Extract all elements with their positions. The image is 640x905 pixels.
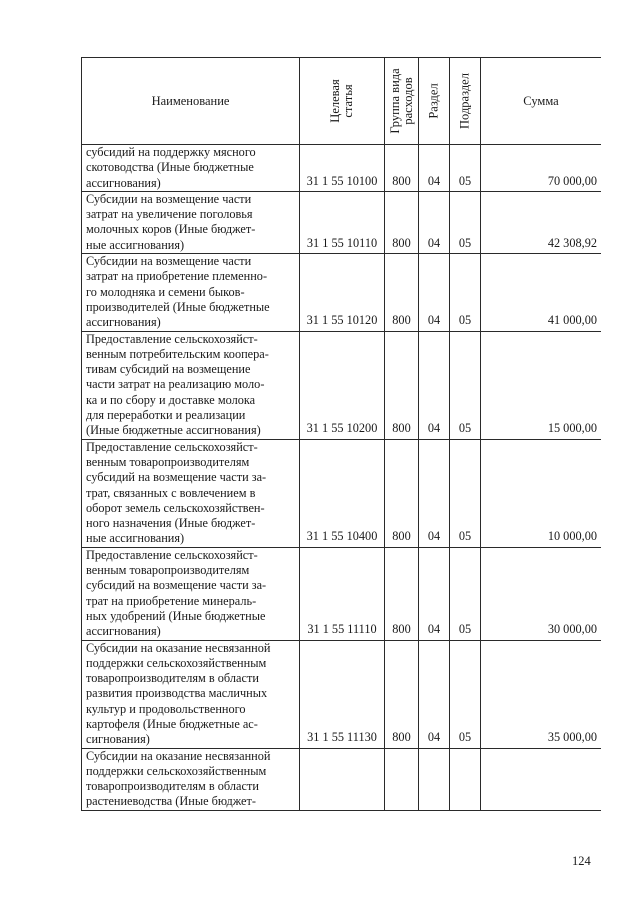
table-row xyxy=(82,191,602,253)
row-expense-group: 800 xyxy=(385,439,419,547)
row-sum xyxy=(481,748,602,810)
header-article-label: Целевая статья xyxy=(328,79,355,123)
row-subsection: 05 xyxy=(450,331,481,439)
row-sum: 30 000,00 xyxy=(481,547,602,640)
row-name: Предоставление сельскохозяйст- венным товаропроизводителям субсидий на возмещение части за- трат на приобретение минераль- ных удобрений (Иные бюджетные ассигнования) xyxy=(86,547,267,639)
row-article xyxy=(300,748,385,810)
row-subsection: 05 xyxy=(450,191,481,253)
table-row xyxy=(82,547,602,640)
table-header xyxy=(82,58,602,145)
header-article xyxy=(300,58,385,145)
header-expense-group-label: Группа вида расходов xyxy=(387,68,415,134)
row-name-cell xyxy=(82,748,300,810)
row-section: 04 xyxy=(419,640,450,748)
row-name-cell xyxy=(82,191,300,253)
row-name-cell xyxy=(82,145,300,192)
table-row xyxy=(82,439,602,547)
row-sum: 42 308,92 xyxy=(481,191,602,253)
row-article: 31 1 55 11130 xyxy=(300,640,385,748)
row-name-cell xyxy=(82,254,300,331)
table-row xyxy=(82,331,602,439)
row-section: 04 xyxy=(419,145,450,192)
table-row xyxy=(82,145,602,192)
row-subsection: 05 xyxy=(450,439,481,547)
row-article: 31 1 55 10400 xyxy=(300,439,385,547)
table-body xyxy=(82,145,602,811)
row-article: 31 1 55 10100 xyxy=(300,145,385,192)
row-name: Субсидии на возмещение части затрат на приобретение племенно- го молодняка и семени быков- производителей (Иные бюджетные ассигнования) xyxy=(86,254,270,330)
row-article: 31 1 55 10200 xyxy=(300,331,385,439)
row-section xyxy=(419,748,450,810)
row-subsection: 05 xyxy=(450,547,481,640)
row-name: субсидий на поддержку мясного скотоводства (Иные бюджетные ассигнования) xyxy=(86,145,256,190)
row-name-cell xyxy=(82,331,300,439)
budget-table-container xyxy=(81,57,601,845)
row-subsection: 05 xyxy=(450,254,481,331)
row-expense-group: 800 xyxy=(385,640,419,748)
row-name: Предоставление сельскохозяйст- венным товаропроизводителям субсидий на возмещение части за- трат, связанных с вовлечением в оборот земель сельскохозяйствен- ного назначения (Иные бюджет- ные ассигнования) xyxy=(86,439,267,546)
row-section: 04 xyxy=(419,331,450,439)
row-expense-group: 800 xyxy=(385,254,419,331)
row-name: Субсидии на оказание несвязанной поддержки сельскохозяйственным товаропроизводителям в области развития производства масличных культур и продовольственного картофеля (Иные бюджетные ас- сигнования) xyxy=(86,640,271,747)
row-section: 04 xyxy=(419,191,450,253)
header-name: Наименование xyxy=(82,58,300,145)
row-name-cell xyxy=(82,439,300,547)
header-expense-group xyxy=(385,58,419,145)
page-number: 124 xyxy=(572,854,591,868)
row-section: 04 xyxy=(419,439,450,547)
table-row xyxy=(82,748,602,810)
row-expense-group: 800 xyxy=(385,191,419,253)
table-row xyxy=(82,640,602,748)
row-section: 04 xyxy=(419,254,450,331)
header-section xyxy=(419,58,450,145)
header-section-label: Раздел xyxy=(426,83,441,119)
row-sum: 41 000,00 xyxy=(481,254,602,331)
row-expense-group: 800 xyxy=(385,547,419,640)
row-sum: 15 000,00 xyxy=(481,331,602,439)
header-subsection-label: Подраздел xyxy=(457,73,472,129)
row-name: Субсидии на возмещение части затрат на увеличение поголовья молочных коров (Иные бюджет- ные ассигнования) xyxy=(86,191,256,252)
row-expense-group: 800 xyxy=(385,145,419,192)
budget-table xyxy=(81,57,601,811)
row-article: 31 1 55 10110 xyxy=(300,191,385,253)
header-sum: Сумма xyxy=(481,58,602,145)
header-subsection xyxy=(450,58,481,145)
row-subsection: 05 xyxy=(450,145,481,192)
row-subsection: 05 xyxy=(450,640,481,748)
table-row xyxy=(82,254,602,331)
row-name-cell xyxy=(82,547,300,640)
row-section: 04 xyxy=(419,547,450,640)
row-article: 31 1 55 11110 xyxy=(300,547,385,640)
row-subsection xyxy=(450,748,481,810)
row-name: Субсидии на оказание несвязанной поддержки сельскохозяйственным товаропроизводителям в области растениеводства (Иные бюджет- xyxy=(86,748,271,809)
header-row xyxy=(82,58,602,145)
row-expense-group: 800 xyxy=(385,331,419,439)
row-name-cell xyxy=(82,640,300,748)
row-sum: 10 000,00 xyxy=(481,439,602,547)
row-sum: 35 000,00 xyxy=(481,640,602,748)
row-name: Предоставление сельскохозяйст- венным потребительским коопера- тивам субсидий на возмещение части затрат на реализацию моло- ка и по сбору и доставке молока для переработки и реализации (Иные бюджетные ассигнования) xyxy=(86,331,269,438)
row-expense-group xyxy=(385,748,419,810)
row-sum: 70 000,00 xyxy=(481,145,602,192)
row-article: 31 1 55 10120 xyxy=(300,254,385,331)
